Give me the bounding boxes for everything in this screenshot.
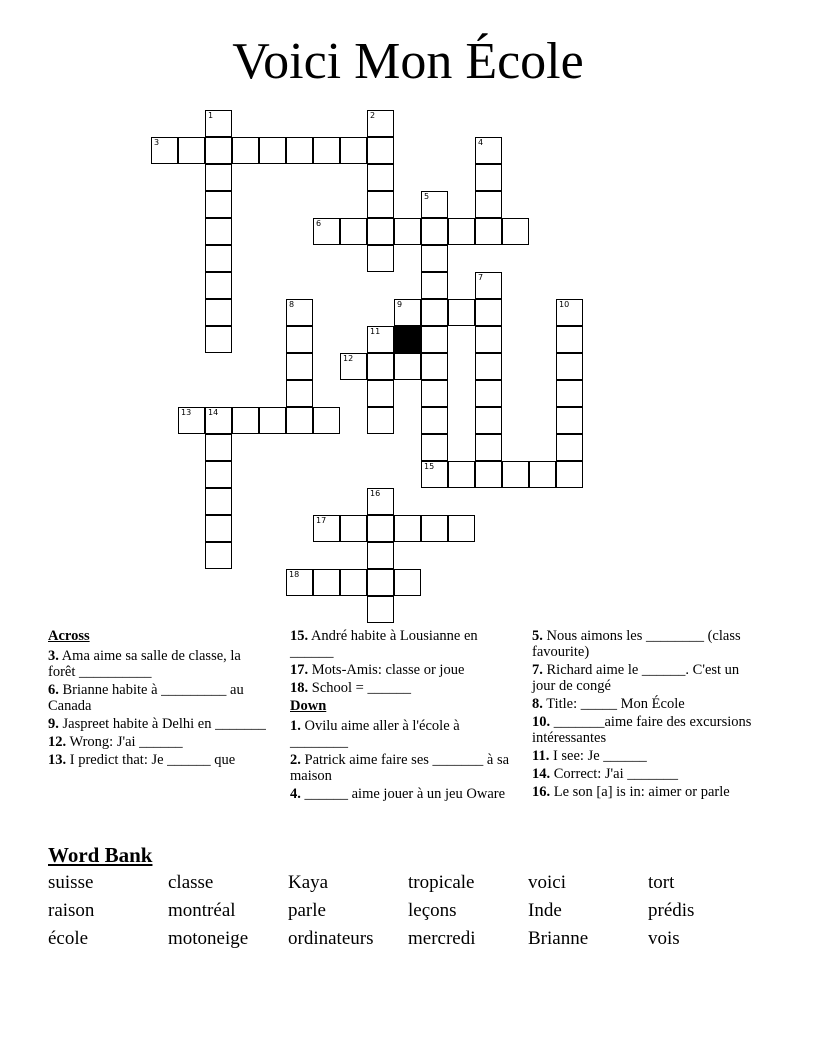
clue-number: 18 [289, 570, 300, 579]
clue-number: 14 [208, 408, 219, 417]
grid-cell[interactable] [556, 407, 583, 434]
word-bank-word: prédis [648, 900, 695, 921]
word-bank-word: ordinateurs [288, 928, 374, 949]
clue-number: 5 [424, 192, 430, 201]
grid-cell[interactable] [205, 542, 232, 569]
clue-text: André habite à Lousianne en ______ [290, 628, 478, 660]
grid-cell[interactable] [394, 299, 421, 326]
clue-item [290, 786, 512, 802]
word-bank [48, 872, 768, 950]
clue-item [532, 662, 762, 694]
clue-number: 15 [424, 462, 435, 471]
down-heading: Down [290, 698, 327, 714]
across-clue-list-continued [290, 628, 512, 696]
grid-cell[interactable] [394, 353, 421, 380]
clue-number: 12 [343, 354, 354, 363]
clue-item [48, 682, 270, 714]
clue-number: 4 [478, 138, 484, 147]
grid-cell[interactable] [205, 326, 232, 353]
word-bank-word: école [48, 928, 89, 949]
grid-cell[interactable] [286, 353, 313, 380]
grid-cell[interactable] [205, 407, 232, 434]
word-bank-word: motoneige [168, 928, 249, 949]
grid-cell[interactable] [448, 461, 475, 488]
grid-cell[interactable] [421, 461, 448, 488]
grid-cell[interactable] [205, 245, 232, 272]
grid-cell[interactable] [286, 326, 313, 353]
clue-text: Nous aimons les ________ (class favourite) [532, 628, 741, 660]
grid-cell[interactable] [502, 461, 529, 488]
grid-cell[interactable] [475, 434, 502, 461]
grid-cell[interactable] [367, 569, 394, 596]
grid-cell[interactable] [313, 515, 340, 542]
grid-cell[interactable] [259, 407, 286, 434]
clue-item [290, 680, 512, 696]
clue-text: Correct: J'ai _______ [550, 766, 678, 782]
grid-cell[interactable] [205, 299, 232, 326]
clue-item [290, 718, 512, 750]
clue-number-label: 7. [532, 662, 543, 678]
grid-cell[interactable] [367, 542, 394, 569]
grid-cell[interactable] [340, 218, 367, 245]
clue-number-label: 1. [290, 718, 301, 734]
grid-cell[interactable] [340, 515, 367, 542]
clue-item [48, 752, 270, 768]
clue-item [532, 714, 762, 746]
clue-item [48, 734, 270, 750]
grid-cell[interactable] [367, 596, 394, 623]
across-clue-list [48, 648, 270, 768]
grid-cell[interactable] [475, 299, 502, 326]
grid-cell[interactable] [475, 137, 502, 164]
clue-number-label: 4. [290, 786, 301, 802]
grid-cell[interactable] [448, 515, 475, 542]
grid-cell[interactable] [367, 218, 394, 245]
word-bank-word: Kaya [288, 872, 329, 893]
clue-item [532, 766, 762, 782]
word-bank-word: tort [648, 872, 675, 893]
grid-cell[interactable] [367, 326, 394, 353]
grid-cell[interactable] [205, 164, 232, 191]
clue-number-label: 6. [48, 682, 59, 698]
grid-cell[interactable] [475, 407, 502, 434]
grid-cell[interactable] [259, 137, 286, 164]
clue-item [290, 752, 512, 784]
clue-item [532, 748, 762, 764]
clue-text: Ama aime sa salle de classe, la forêt __________ [48, 648, 241, 680]
grid-cell[interactable] [286, 299, 313, 326]
grid-cell[interactable] [367, 407, 394, 434]
clue-number: 13 [181, 408, 192, 417]
down-clue-list [290, 718, 512, 802]
grid-cell[interactable] [205, 272, 232, 299]
grid-cell[interactable] [286, 407, 313, 434]
clue-number: 16 [370, 489, 381, 498]
clue-number: 6 [316, 219, 322, 228]
grid-cell[interactable] [286, 569, 313, 596]
clue-number: 11 [370, 327, 381, 336]
grid-cell[interactable] [421, 353, 448, 380]
grid-cell[interactable] [286, 137, 313, 164]
grid-cell[interactable] [421, 299, 448, 326]
grid-cell[interactable] [178, 407, 205, 434]
down-clue-list-continued [532, 628, 762, 800]
grid-cell[interactable] [367, 191, 394, 218]
grid-cell[interactable] [529, 461, 556, 488]
grid-cell[interactable] [178, 137, 205, 164]
word-bank-word: Brianne [528, 928, 589, 949]
clue-text: School = ______ [308, 680, 411, 696]
grid-cell[interactable] [367, 137, 394, 164]
grid-cell[interactable] [421, 191, 448, 218]
clue-item [48, 648, 270, 680]
grid-cell[interactable] [556, 353, 583, 380]
grid-cell[interactable] [556, 326, 583, 353]
grid-cell[interactable] [448, 218, 475, 245]
clue-item [290, 662, 512, 678]
clue-number-label: 16. [532, 784, 551, 800]
grid-cell[interactable] [475, 380, 502, 407]
grid-cell[interactable] [475, 191, 502, 218]
clue-number-label: 2. [290, 752, 301, 768]
clue-text: Title: _____ Mon École [542, 696, 685, 712]
clues-column-3 [532, 628, 762, 802]
clue-item [290, 628, 512, 660]
grid-cell[interactable] [475, 218, 502, 245]
grid-cell[interactable] [421, 326, 448, 353]
grid-cell[interactable] [367, 515, 394, 542]
grid-cell[interactable] [394, 569, 421, 596]
clues-column-2 [290, 628, 512, 804]
grid-cell[interactable] [421, 407, 448, 434]
grid-cell[interactable] [556, 461, 583, 488]
grid-cell[interactable] [313, 569, 340, 596]
word-bank-word: parle [288, 900, 326, 921]
word-bank-word: vois [648, 928, 680, 949]
clue-number-label: 5. [532, 628, 543, 644]
clue-text: _______aime faire des excursions intéressantes [532, 714, 752, 746]
grid-cell[interactable] [367, 245, 394, 272]
clue-item [532, 628, 762, 660]
grid-cell[interactable] [421, 245, 448, 272]
clue-number-label: 15. [290, 628, 309, 644]
grid-cell[interactable] [205, 434, 232, 461]
clue-text: ______ aime jouer à un jeu Oware [300, 786, 506, 802]
grid-cell[interactable] [421, 515, 448, 542]
clue-text: Patrick aime faire ses _______ à sa maison [290, 752, 510, 784]
clue-number: 3 [154, 138, 160, 147]
clue-number: 2 [370, 111, 376, 120]
grid-cell[interactable] [475, 461, 502, 488]
clue-number-label: 17. [290, 662, 309, 678]
grid-cell[interactable] [151, 137, 178, 164]
clue-text: I see: Je ______ [549, 748, 647, 764]
grid-cell[interactable] [448, 299, 475, 326]
word-bank-word: suisse [48, 872, 94, 893]
clue-number: 17 [316, 516, 327, 525]
grid-cell[interactable] [340, 353, 367, 380]
puzzle-title: Voici Mon École [232, 33, 584, 90]
word-bank-word: tropicale [408, 872, 475, 893]
grid-cell[interactable] [232, 407, 259, 434]
grid-cell[interactable] [367, 164, 394, 191]
clue-number-label: 18. [290, 680, 309, 696]
grid-cell[interactable] [421, 272, 448, 299]
clue-item [532, 696, 762, 712]
clue-number: 8 [289, 300, 295, 309]
word-bank-word: Inde [528, 900, 562, 921]
clue-text: Brianne habite à _________ au Canada [48, 682, 244, 714]
grid-cell[interactable] [421, 218, 448, 245]
grid-cell[interactable] [313, 407, 340, 434]
grid-cell[interactable] [313, 218, 340, 245]
grid-cell[interactable] [394, 515, 421, 542]
clue-item [48, 716, 270, 732]
grid-cell[interactable] [367, 110, 394, 137]
grid-cell[interactable] [286, 380, 313, 407]
grid-cell[interactable] [556, 380, 583, 407]
grid-cell[interactable] [556, 299, 583, 326]
grid-cell[interactable] [475, 164, 502, 191]
grid-cell[interactable] [313, 137, 340, 164]
clue-item [532, 784, 762, 800]
clue-number: 7 [478, 273, 484, 282]
clue-text: Jaspreet habite à Delhi en _______ [58, 716, 266, 732]
clues-column-1 [48, 628, 270, 770]
grid-cell[interactable] [421, 380, 448, 407]
clue-text: I predict that: Je ______ que [66, 752, 236, 768]
grid-cell[interactable] [205, 191, 232, 218]
clue-number-label: 3. [48, 648, 59, 664]
word-bank-word: classe [168, 872, 214, 893]
clue-number-label: 8. [532, 696, 543, 712]
clue-number-label: 9. [48, 716, 59, 732]
word-bank-word: voici [528, 872, 566, 893]
clue-text: Ovilu aime aller à l'école à ________ [290, 718, 460, 750]
clue-text: Richard aime le ______. C'est un jour de congé [532, 662, 740, 694]
grid-cell[interactable] [367, 488, 394, 515]
clue-number: 10 [559, 300, 570, 309]
grid-cell[interactable] [205, 110, 232, 137]
grid-cell[interactable] [475, 272, 502, 299]
grid-cell[interactable] [394, 218, 421, 245]
clue-number: 9 [397, 300, 403, 309]
clue-number: 1 [208, 111, 214, 120]
clue-number-label: 14. [532, 766, 551, 782]
clue-number-label: 11. [532, 748, 550, 764]
grid-cell-blocked [394, 326, 421, 353]
grid-cell[interactable] [502, 218, 529, 245]
grid-cell[interactable] [205, 461, 232, 488]
grid-cell[interactable] [475, 353, 502, 380]
clue-number-label: 10. [532, 714, 551, 730]
clue-text: Le son [a] is in: aimer or parle [550, 784, 730, 800]
grid-cell[interactable] [367, 380, 394, 407]
word-bank-word: raison [48, 900, 95, 921]
grid-cell[interactable] [205, 218, 232, 245]
clue-text: Mots-Amis: classe or joue [308, 662, 465, 678]
grid-cell[interactable] [421, 434, 448, 461]
grid-cell[interactable] [475, 326, 502, 353]
clue-number-label: 13. [48, 752, 67, 768]
grid-cell[interactable] [340, 569, 367, 596]
grid-cell[interactable] [340, 137, 367, 164]
grid-cell[interactable] [232, 137, 259, 164]
grid-cell[interactable] [205, 137, 232, 164]
grid-cell[interactable] [556, 434, 583, 461]
grid-cell[interactable] [205, 488, 232, 515]
word-bank-word: leçons [408, 900, 457, 921]
word-bank-word: montréal [168, 900, 236, 921]
clue-text: Wrong: J'ai ______ [66, 734, 183, 750]
grid-cell[interactable] [205, 515, 232, 542]
clue-number-label: 12. [48, 734, 67, 750]
grid-cell[interactable] [367, 353, 394, 380]
word-bank-word: mercredi [408, 928, 476, 949]
word-bank-title: Word Bank [48, 843, 153, 867]
across-heading: Across [48, 628, 90, 644]
